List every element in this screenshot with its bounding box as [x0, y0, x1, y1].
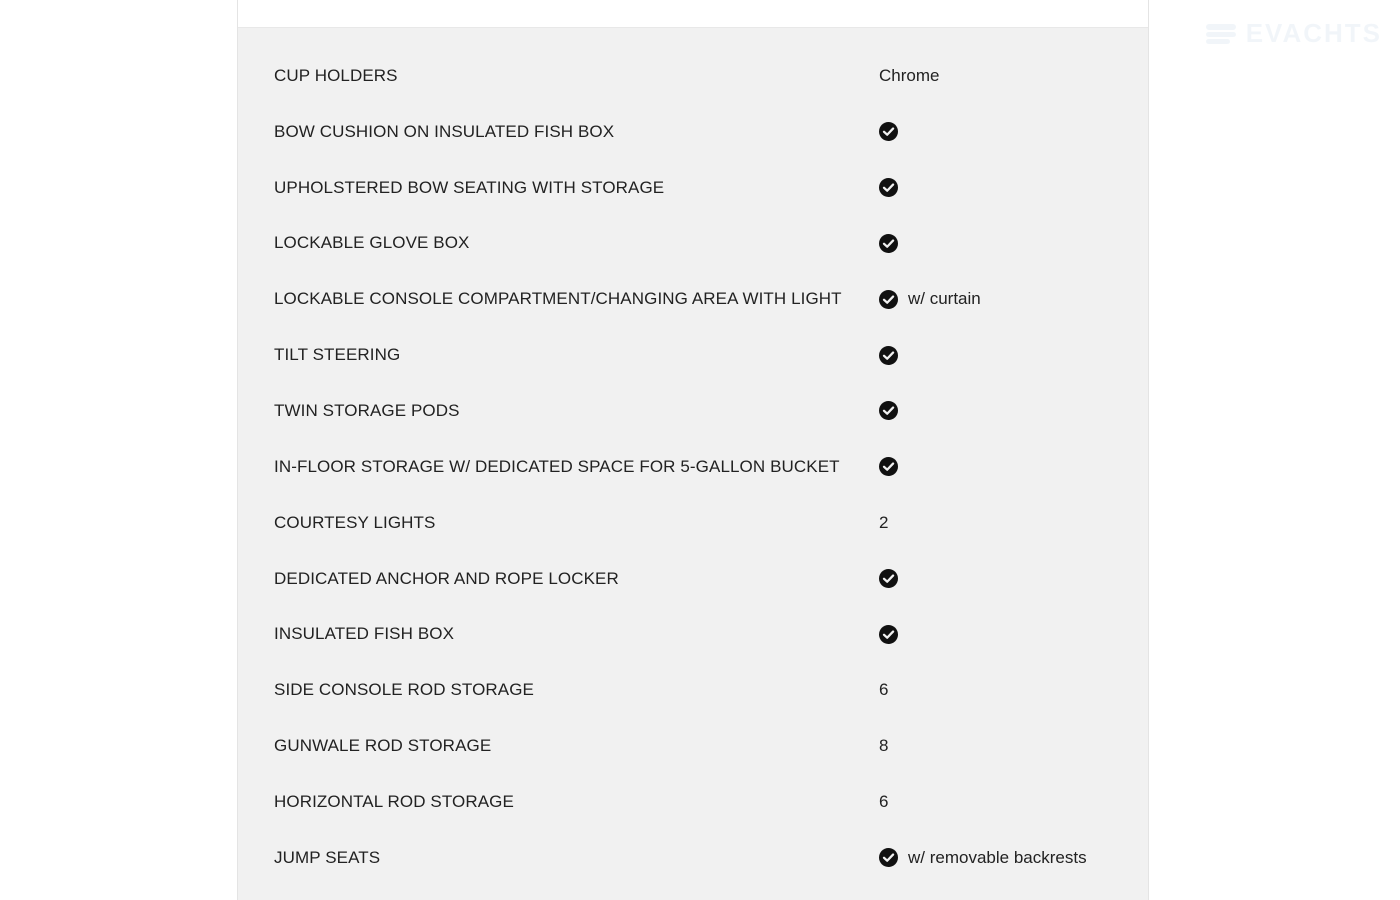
spec-label: LOCKABLE CONSOLE COMPARTMENT/CHANGING AREA WITH LIGHT: [274, 289, 842, 309]
spec-label: BOW CUSHION ON INSULATED FISH BOX: [274, 121, 615, 141]
spec-row: [238, 774, 1148, 830]
spec-value: [879, 792, 888, 812]
spec-label: TILT STEERING: [274, 345, 401, 365]
spec-label: CUP HOLDERS: [274, 65, 398, 85]
spec-row: [238, 718, 1148, 774]
spec-label: JUMP SEATS: [274, 847, 381, 867]
spec-row: [238, 606, 1148, 662]
spec-row: [238, 662, 1148, 718]
spec-row: [238, 383, 1148, 439]
check-circle-icon: [879, 290, 898, 309]
spec-value-text: 8: [879, 736, 889, 756]
check-circle-icon: [879, 625, 898, 644]
spec-value: [879, 625, 908, 644]
spec-row: [238, 830, 1148, 886]
spec-row: [238, 495, 1148, 551]
spec-value: [879, 346, 908, 365]
spec-label: IN-FLOOR STORAGE W/ DEDICATED SPACE FOR 5-GALLON BUCKET: [274, 456, 840, 476]
spec-list: [238, 28, 1148, 886]
spec-row: [238, 216, 1148, 272]
spec-value: [879, 848, 1087, 868]
spec-value: [879, 513, 888, 533]
spec-row: [238, 160, 1148, 216]
spec-value-text: 6: [879, 680, 889, 700]
spec-label: UPHOLSTERED BOW SEATING WITH STORAGE: [274, 177, 665, 197]
spec-label: DEDICATED ANCHOR AND ROPE LOCKER: [274, 568, 619, 588]
check-circle-icon: [879, 848, 898, 867]
check-circle-icon: [879, 569, 898, 588]
check-circle-icon: [879, 457, 898, 476]
spec-label: LOCKABLE GLOVE BOX: [274, 233, 470, 253]
watermark: [1206, 18, 1382, 49]
spec-row: [238, 104, 1148, 160]
spec-value: [879, 680, 888, 700]
spec-label: INSULATED FISH BOX: [274, 624, 455, 644]
spec-value: [879, 234, 908, 253]
spec-row: [238, 271, 1148, 327]
check-circle-icon: [879, 178, 898, 197]
check-circle-icon: [879, 122, 898, 141]
spec-row: [238, 48, 1148, 104]
spec-value-text: 6: [879, 791, 889, 811]
check-circle-icon: [879, 234, 898, 253]
spec-value: [879, 457, 908, 476]
spec-value-text: w/ removable backrests: [908, 847, 1087, 867]
spec-label: GUNWALE ROD STORAGE: [274, 736, 492, 756]
spec-value: [879, 289, 981, 309]
spec-value: [879, 569, 908, 588]
spec-value-text: w/ curtain: [908, 289, 981, 309]
spec-value: [879, 66, 939, 86]
spec-label: TWIN STORAGE PODS: [274, 400, 460, 420]
spec-label: HORIZONTAL ROD STORAGE: [274, 791, 514, 811]
spec-value: [879, 736, 888, 756]
check-circle-icon: [879, 401, 898, 420]
spec-value-text: 2: [879, 512, 889, 532]
spec-row: [238, 327, 1148, 383]
spec-row: [238, 439, 1148, 495]
spec-value: [879, 122, 908, 141]
card-header-strip: [238, 0, 1148, 28]
spec-value: [879, 401, 908, 420]
spec-label: COURTESY LIGHTS: [274, 512, 436, 532]
check-circle-icon: [879, 346, 898, 365]
spec-value: [879, 178, 908, 197]
spec-value-text: Chrome: [879, 65, 940, 85]
logo-icon: [1206, 22, 1236, 46]
spec-label: SIDE CONSOLE ROD STORAGE: [274, 680, 534, 700]
specs-card: [237, 0, 1149, 900]
spec-row: [238, 551, 1148, 607]
watermark-text: EVACHTS: [1245, 18, 1382, 48]
